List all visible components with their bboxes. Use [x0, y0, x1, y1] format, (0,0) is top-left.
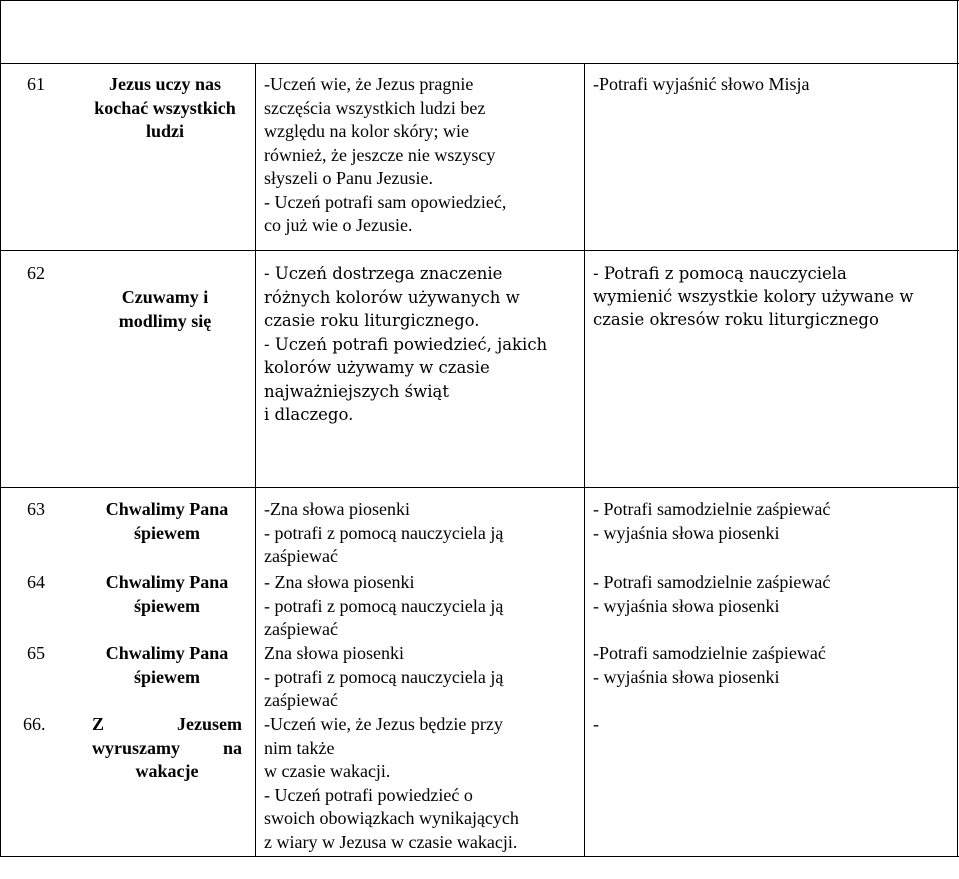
row-divider [0, 487, 959, 488]
lesson-requirements: - Zna słowa piosenki - potrafi z pomocą nauczyciela ją zaśpiewać [264, 572, 504, 639]
lesson-title: Chwalimy Pana śpiewem [105, 499, 229, 543]
lesson-title: Z Jezusem wyruszamy na wakacje [92, 714, 242, 781]
lesson-outcomes: - Potrafi samodzielnie zaśpiewać - wyjaśnia słowa piosenki [593, 499, 831, 543]
lesson-number: 62 [27, 263, 45, 283]
row-divider [0, 63, 959, 64]
lesson-requirements: - Uczeń dostrzega znaczenie różnych kolorów używanych w czasie roku liturgicznego. - Uczeń potrafi powiedzieć, jakich kolorów używamy w czasie najważniejszych świąt i dlaczego. [264, 264, 548, 424]
lesson-outcomes: - [593, 714, 599, 734]
lesson-requirements: Zna słowa piosenki - potrafi z pomocą nauczyciela ją zaśpiewać [264, 643, 504, 710]
lesson-title: Chwalimy Pana śpiewem [105, 643, 229, 687]
lesson-number: 65 [27, 643, 45, 663]
lesson-outcomes: -Potrafi wyjaśnić słowo Misja [593, 74, 810, 94]
column-divider [255, 63, 256, 857]
lesson-requirements: -Zna słowa piosenki - potrafi z pomocą nauczyciela ją zaśpiewać [264, 499, 504, 566]
table-border-bottom [0, 856, 959, 857]
lesson-number: 61 [27, 74, 45, 94]
lesson-outcomes: - Potrafi samodzielnie zaśpiewać - wyjaśnia słowa piosenki [593, 572, 831, 616]
table-border-top [0, 0, 959, 1]
row-divider [0, 250, 959, 251]
lesson-title: Chwalimy Pana śpiewem [105, 572, 229, 616]
table-border-left [0, 0, 1, 857]
lesson-outcomes: - Potrafi z pomocą nauczyciela wymienić wszystkie kolory używane w czasie okresów roku liturgicznego [593, 264, 914, 329]
lesson-number: 63 [27, 499, 45, 519]
table-border-right [957, 0, 958, 857]
lesson-title: Czuwamy i modlimy się [118, 287, 212, 331]
lesson-outcomes: -Potrafi samodzielnie zaśpiewać - wyjaśnia słowa piosenki [593, 643, 826, 687]
lesson-number: 66. [23, 714, 46, 734]
lesson-title: Jezus uczy nas kochać wszystkich ludzi [94, 74, 236, 141]
lesson-requirements: -Uczeń wie, że Jezus pragnie szczęścia wszystkich ludzi bez względu na kolor skóry; wie również, że jeszcze nie wszyscy słyszeli o Panu Jezusie. - Uczeń potrafi sam opowiedzieć, co już wie o Jezusie. [264, 74, 507, 235]
lesson-requirements: -Uczeń wie, że Jezus będzie przy nim także w czasie wakacji. - Uczeń potrafi powiedzieć o swoich obowiązkach wynikających z wiary w Jezusa w czasie wakacji. [264, 714, 519, 852]
lesson-number: 64 [27, 572, 45, 592]
column-divider [584, 63, 585, 857]
